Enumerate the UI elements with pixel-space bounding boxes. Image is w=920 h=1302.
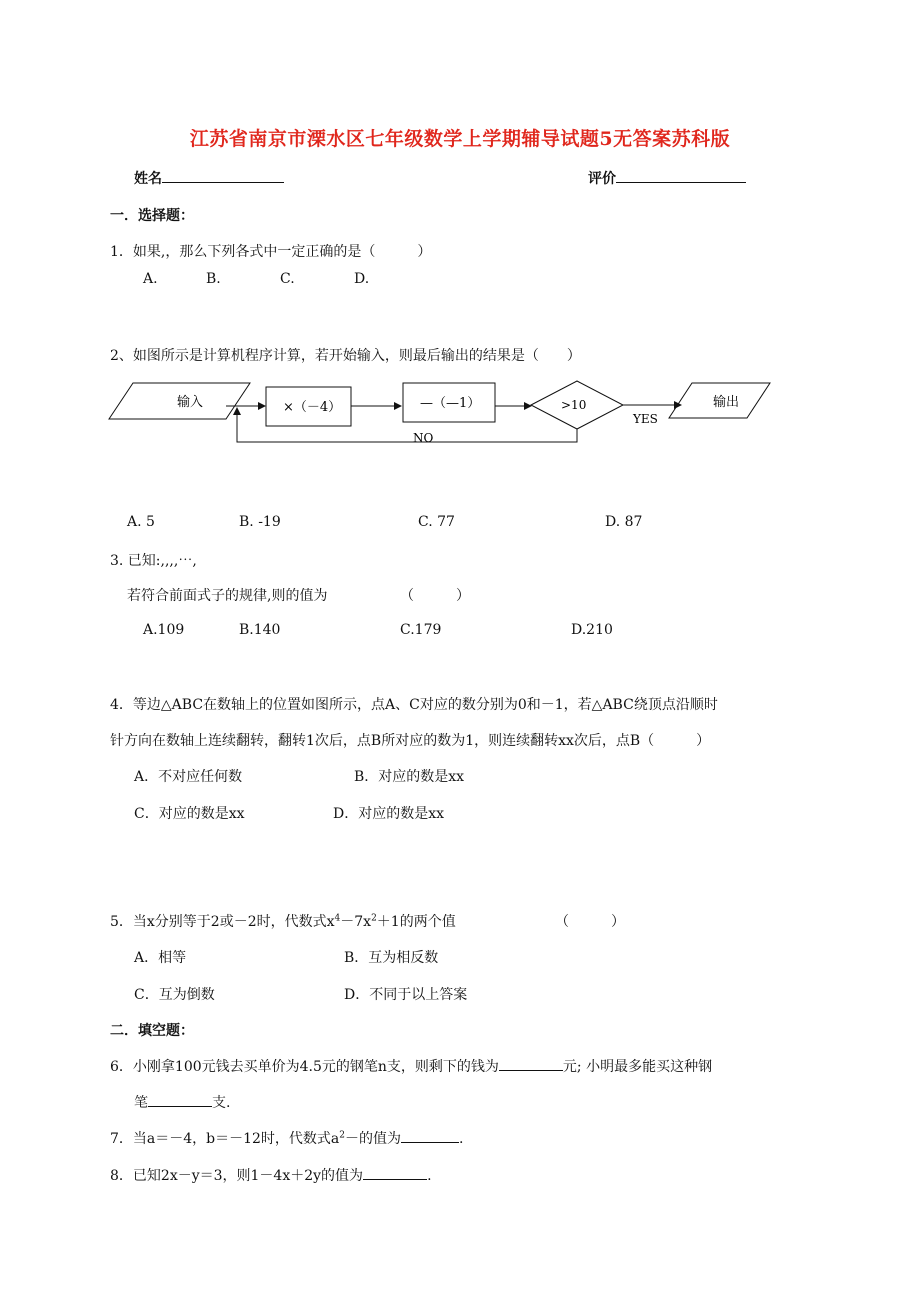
question-1-text: 1．如果,，那么下列各式中一定正确的是（ ）: [110, 244, 432, 260]
q6-text-d: 支.: [212, 1095, 231, 1111]
q3-option-b[interactable]: B.140: [239, 622, 281, 638]
q6-text-a: 6．小刚拿100元钱去买单价为4.5元的钢笔n支，则剩下的钱为: [110, 1059, 499, 1075]
section-choice-heading: 一．选择题：: [110, 208, 194, 224]
q6-text-c: 笔: [134, 1095, 148, 1111]
q1-option-d[interactable]: D.: [354, 271, 370, 287]
question-5-text: [110, 911, 456, 931]
q7-pre: 7．当a＝－4，b＝－12时，代数式a: [110, 1131, 340, 1147]
q5-answer-paren: （ ）: [555, 914, 625, 930]
question-4-line2: 针方向在数轴上连续翻转，翻转1次后，点B所对应的数为1，则连续翻转xx次后，点B（ ）: [110, 733, 711, 749]
q8-end: .: [427, 1168, 432, 1184]
question-3-text: 3. 已知:,,,,⋯,: [110, 553, 197, 569]
q7-end: .: [459, 1131, 464, 1147]
eval-label: 评价: [588, 171, 616, 187]
question-8-text: [110, 1165, 432, 1185]
q1-option-a[interactable]: A.: [143, 271, 158, 287]
q2-option-c[interactable]: C. 77: [418, 514, 455, 530]
q3-option-d[interactable]: D.210: [571, 622, 613, 638]
q3-answer-paren: （ ）: [400, 588, 470, 604]
yes-label: YES: [633, 412, 658, 426]
q5-exp1: 4: [334, 913, 341, 924]
q6-text-b: 元; 小明最多能买这种钢: [562, 1059, 713, 1075]
q7-blank[interactable]: [401, 1128, 459, 1143]
q4-option-d[interactable]: D．对应的数是xx: [333, 806, 445, 822]
question-3-line2: 若符合前面式子的规律,则的值为: [127, 588, 328, 604]
q1-option-b[interactable]: B.: [206, 271, 221, 287]
q4-option-a[interactable]: A．不对应任何数: [134, 769, 243, 785]
input-label: 输入: [177, 395, 204, 410]
q2-option-b[interactable]: B. -19: [239, 514, 281, 530]
q5-mid: －7x: [340, 914, 372, 930]
name-label: 姓名: [134, 171, 162, 187]
question-6-line2: [134, 1092, 230, 1112]
q5-post: ＋1的两个值: [376, 914, 456, 930]
q5-pre: 5．当x分别等于2或－2时，代数式x: [110, 914, 335, 930]
q6-blank-2[interactable]: [148, 1092, 212, 1107]
q5-option-d[interactable]: D．不同于以上答案: [344, 987, 468, 1003]
page-title: 江苏省南京市溧水区七年级数学上学期辅导试题5无答案苏科版: [189, 128, 731, 150]
q5-option-b[interactable]: B．互为相反数: [344, 950, 439, 966]
q7-post: －的值为: [345, 1131, 402, 1147]
step1-label: ×（－4）: [283, 400, 342, 415]
q1-option-c[interactable]: C.: [280, 271, 295, 287]
q6-blank-1[interactable]: [499, 1056, 563, 1071]
output-label: 输出: [713, 395, 740, 410]
q3-option-c[interactable]: C.179: [400, 622, 442, 638]
question-2-text: 2、如图所示是计算机程序计算，若开始输入，则最后输出的结果是（ ）: [110, 348, 581, 364]
q2-option-a[interactable]: A. 5: [127, 514, 155, 530]
question-7-text: [110, 1128, 463, 1148]
condition-label: >10: [561, 398, 587, 412]
question-4-line1: 4．等边△ABC在数轴上的位置如图所示，点A、C对应的数分别为0和－1，若△ABC绕顶点沿顺时: [110, 697, 718, 713]
q2-option-d[interactable]: D. 87: [605, 514, 643, 530]
step2-label: —（—1）: [420, 396, 481, 411]
q5-exp2: 2: [371, 913, 377, 924]
q8-blank[interactable]: [363, 1165, 427, 1180]
q5-option-a[interactable]: A．相等: [134, 950, 187, 966]
q3-option-a[interactable]: A.109: [143, 622, 185, 638]
q5-option-c[interactable]: C．互为倒数: [134, 987, 215, 1003]
q7-exp: 2: [339, 1130, 346, 1141]
question-6-line1: [110, 1056, 712, 1076]
q4-option-b[interactable]: B．对应的数是xx: [354, 769, 465, 785]
q8-pre: 8．已知2x－y＝3，则1－4x＋2y的值为: [110, 1168, 364, 1184]
no-label: NO: [413, 431, 434, 445]
section-fill-heading: 二．填空题：: [110, 1023, 194, 1039]
q4-option-c[interactable]: C．对应的数是xx: [134, 806, 245, 822]
